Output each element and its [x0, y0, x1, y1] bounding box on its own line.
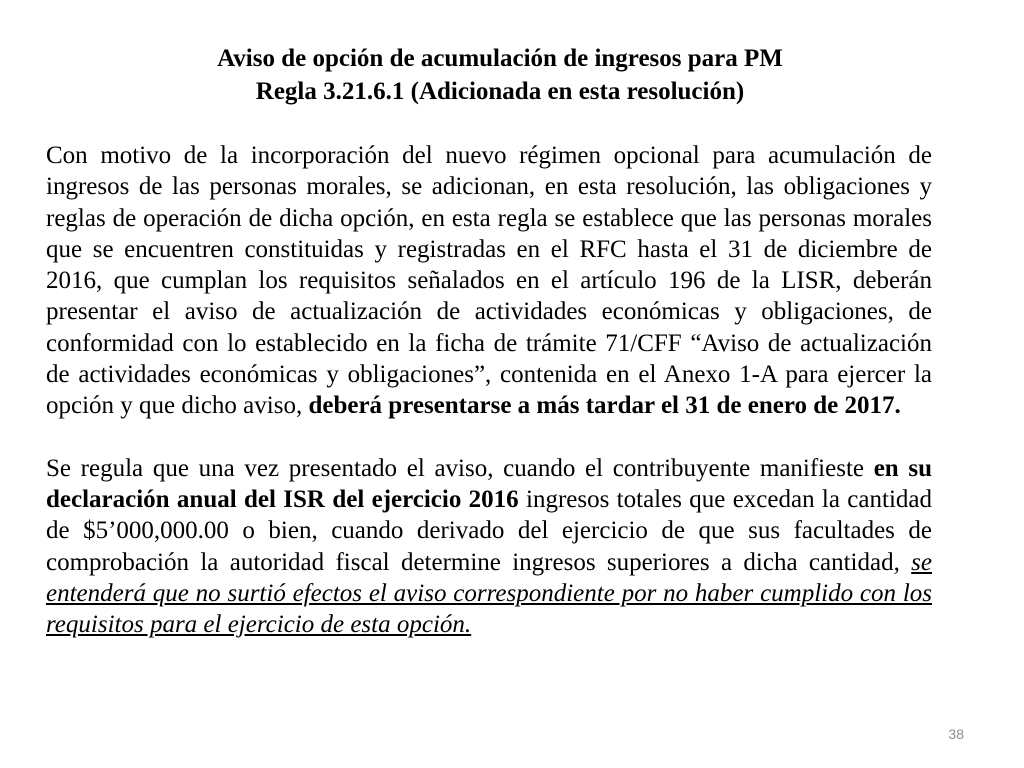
title-line-1: Aviso de opción de acumulación de ingresos para PM — [217, 45, 783, 72]
title-line-2: Regla 3.21.6.1 (Adicionada en esta resolución) — [255, 78, 745, 105]
paragraph-2-text-mid: ingresos totales que excedan la cantidad de $5’000,000.00 o bien, cuando derivado del ejercicio de que sus facultades de comprobación la autoridad fiscal determine ingresos superiores a dicha cantidad, — [46, 485, 932, 576]
paragraph-2-bold-declaration: en su declaración anual del ISR del ejercicio 2016 — [46, 454, 933, 513]
paragraph-2-text-start: Se regula que una vez presentado el aviso, cuando el contribuyente manifieste — [46, 454, 874, 482]
paragraph-1-bold-deadline: deberá presentarse a más tardar el 31 de enero de 2017. — [308, 392, 901, 420]
paragraph-2-underlined-conclusion: se entenderá que no surtió efectos el aviso correspondiente por no haber cumplido con los requisitos para el ejercicio de esta opción. — [46, 548, 932, 639]
slide-body — [46, 140, 932, 640]
paragraph-1 — [46, 140, 932, 422]
paragraph-1-text: Con motivo de la incorporación del nuevo régimen opcional para acumulación de ingresos de las personas morales, se adicionan, en esta resolución, las obligaciones y reglas de operación de dicha opción, en esta regla se establece que las personas morales que se encuentren constituidas y registradas en el RFC hasta el 31 de diciembre de 2016, que cumplan los requisitos señalados en el artículo 196 de la LISR, deberán presentar el aviso de actualización de actividades económicas y obligaciones, de conformidad con lo establecido en la ficha de trámite 71/CFF “Aviso de actualización de actividades económicas y obligaciones”, contenida en el Anexo 1-A para ejercer la opción y que dicho aviso, — [46, 142, 932, 420]
slide-title — [60, 42, 940, 108]
page-number: 38 — [948, 726, 964, 742]
paragraph-2 — [46, 453, 932, 641]
